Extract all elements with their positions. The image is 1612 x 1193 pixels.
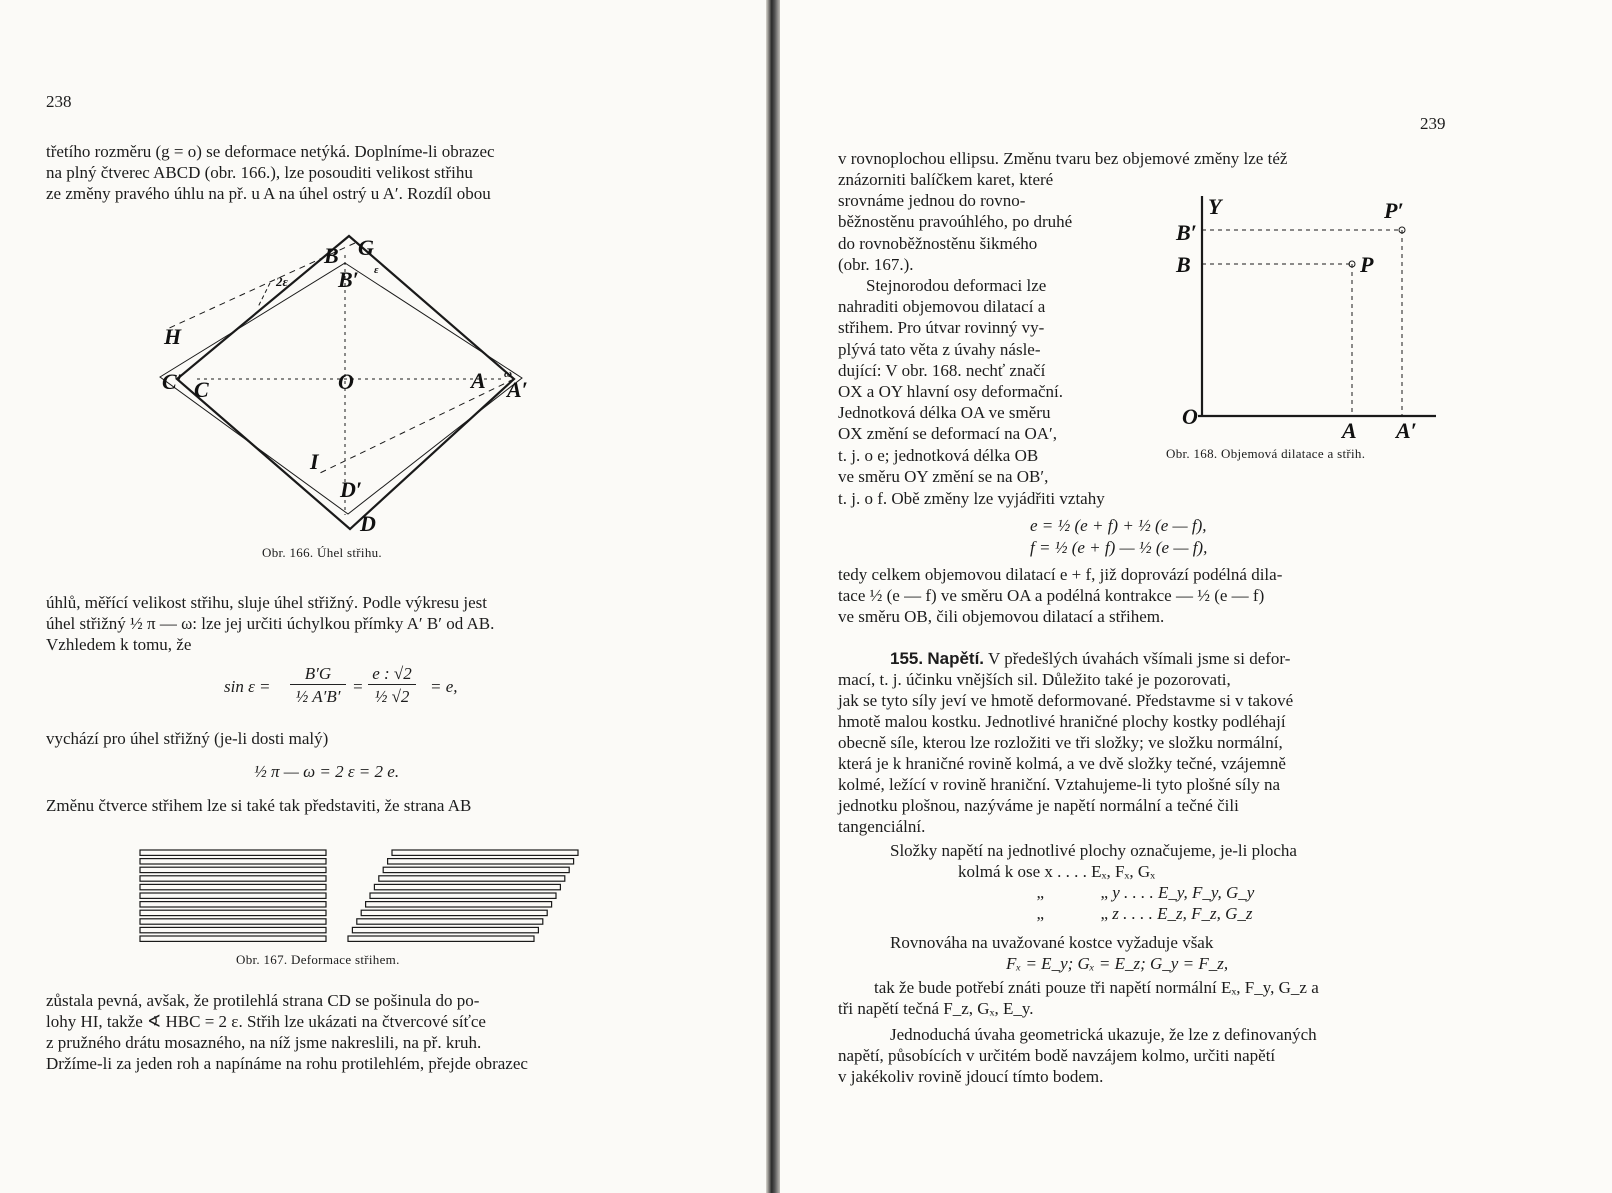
plate	[140, 910, 326, 915]
plate-sheared	[388, 859, 574, 864]
plate-sheared	[361, 910, 547, 915]
caption-fig168: Obr. 168. Objemová dilatace a střih.	[1166, 446, 1366, 461]
plate-sheared	[374, 884, 560, 889]
plate	[140, 884, 326, 889]
paragraph-shear-angle: úhlů, měřící velikost střihu, sluje úhel střižný. Podle výkresu jest úhel střižný ½ π — ω: lze jej určiti úchylkou přímky A′ B′ od AB. Vzhledem k tomu, že	[46, 593, 495, 654]
label-C: C	[194, 377, 209, 402]
label-D-prime: D′	[340, 477, 363, 502]
label-P: P	[1360, 252, 1374, 277]
equation-equilibrium: Fₓ = E_y; Gₓ = E_z; G_y = F_z,	[1006, 954, 1229, 973]
paragraph-last: Jednoduchá úvaha geometrická ukazuje, že lze z definovaných napětí, působících v určitém bodě navzájem kolmo, určiti napětí v jakékoliv rovině jdoucí tímto bodem.	[838, 1025, 1317, 1086]
plate-sheared	[366, 902, 552, 907]
plate-sheared	[370, 893, 556, 898]
label-P-prime: P′	[1384, 198, 1404, 223]
plate-sheared	[357, 919, 543, 924]
label-H: H	[164, 324, 182, 349]
page-number: 239	[1420, 114, 1446, 133]
right-page	[780, 0, 1612, 1193]
plate-sheared	[379, 876, 565, 881]
label-O: O	[338, 369, 354, 394]
label-A: A	[1342, 418, 1357, 443]
plate	[140, 893, 326, 898]
left-page	[0, 0, 770, 1193]
paragraph-slozky: Složky napětí na jednotlivé plochy označujeme, je-li plocha kolmá k ose x . . . . Eₓ, Fₓ, Gₓ	[890, 841, 1297, 881]
plate-sheared	[383, 867, 569, 872]
section-number: 155.	[890, 649, 924, 668]
label-B-prime: B′	[1176, 220, 1197, 245]
label-eps: ε	[374, 264, 379, 276]
plate	[140, 927, 326, 932]
page-number: 238	[46, 92, 72, 111]
section-155: 155. Napětí. V předešlých úvahách všímali jsme si defor- mací, t. j. účinku vnějších sil. Důležito také je pozorovati, jak se tyto síly jeví ve hmotě deformované. Představme si v takové hmotě malou kostku. Jednotlivé hraničné plochy kostky podléhají obecně síle, kterou lze rozložiti ve tři složky; ve složku normální, která je k hraničné rovině kolmá, a ve dvě složky tečné, vzájemně kolmé, ležící v rovině hraniční. Vztahujeme-li tyto plošné síly na jednotku plošnou, nazýváme je napětí normální a tečné čili tangenciální.	[838, 649, 1294, 836]
caption-fig166: Obr. 166. Úhel střihu.	[262, 545, 382, 560]
paragraph-tedy: tedy celkem objemovou dilatací e + f, již doprovází podélná dila- tace ½ (e — f) ve směru OA a podélná kontrakce — ½ (e — f) ve směru OB, čili objemovou dilatací a střihem.	[838, 565, 1283, 626]
plate	[140, 936, 326, 941]
label-omega: ω	[504, 368, 512, 380]
label-B: B	[1176, 252, 1191, 277]
label-A-prime: A′	[1396, 418, 1417, 443]
figure-167	[138, 846, 578, 956]
paragraph-hi: zůstala pevná, avšak, že protilehlá strana CD se pošinula do po- lohy HI, takže ∢ HBC = 2 ε. Střih lze ukázati na čtvercové síťce z pružného drátu mosazného, na níž jsme nakreslili, na př. kruh. Držíme-li za jeden roh a napínáme na rohu protilehlém, přejde obrazec	[46, 991, 528, 1073]
plate-sheared	[392, 850, 578, 855]
plate	[140, 867, 326, 872]
equation-shear: ½ π — ω = 2 ε = 2 e.	[254, 762, 400, 781]
line-rovnovaha: Rovnováha na uvažované kostce vyžaduje však	[890, 933, 1214, 952]
label-B: B	[324, 243, 339, 268]
stress-row-y: „ „ y . . . . E_y, F_y, G_y	[1036, 883, 1255, 902]
stress-row-z: „ „ z . . . . E_z, F_z, G_z	[1036, 904, 1253, 923]
figure-166	[140, 215, 740, 545]
label-A: A	[471, 368, 486, 393]
paragraph-takze: tak že bude potřebí znáti pouze tři napětí normální Eₓ, F_y, G_z a tři napětí tečná F_z, Gₓ, E_y.	[838, 978, 1319, 1018]
line-tj-of: t. j. o f. Obě změny lze vyjádřiti vztahy	[838, 489, 1105, 508]
label-O: O	[1182, 404, 1198, 429]
plate	[140, 919, 326, 924]
label-I: I	[310, 449, 319, 474]
plate	[140, 850, 326, 855]
equation-f: f = ½ (e + f) — ½ (e — f),	[1030, 538, 1208, 557]
section-title: Napětí.	[927, 649, 985, 668]
paragraph-cards: znázorniti balíčkem karet, které srovnáme jednou do rovno- běžnostěnu pravoúhlého, po druhé do rovnoběžnostěnu šikmého (obr. 167.). Stejnorodou deformaci lze nahraditi objemovou dilatací a střihem. Pro útvar rovinný vy- plývá tato věta z úvahy násle- dující: V obr. 168. nechť značí OX a OY hlavní osy deformační. Jednotková délka OA ve směru OX změní se deformací na OA′, t. j. o e; jednotková délka OB ve směru OY změní se na OB′,	[838, 170, 1073, 486]
equation-e: e = ½ (e + f) + ½ (e — f),	[1030, 516, 1207, 535]
label-Y: Y	[1208, 194, 1222, 219]
label-D: D	[360, 511, 376, 536]
label-B-prime: B′	[338, 267, 359, 292]
stress-table	[838, 882, 1450, 924]
plate	[140, 902, 326, 907]
paragraph-intro: třetího rozměru (g = o) se deformace netýká. Doplníme-li obrazec na plný čtverec ABCD (obr. 166.), lze posouditi velikost střihu ze změny pravého úhlu na př. u A na úhel ostrý u A′. Rozdíl obou	[46, 142, 495, 203]
label-C-prime: C′	[162, 369, 183, 394]
caption-fig167: Obr. 167. Deformace střihem.	[236, 952, 400, 967]
paragraph-side-ab: Změnu čtverce střihem lze si také tak představiti, že strana AB	[46, 796, 472, 815]
paragraph-small-angle: vychází pro úhel střižný (je-li dosti malý)	[46, 729, 329, 748]
plates-sheared	[348, 850, 578, 941]
plate-sheared	[348, 936, 534, 941]
plates-rectangular	[140, 850, 326, 941]
plate-sheared	[352, 927, 538, 932]
line-ellipse: v rovnoplochou ellipsu. Změnu tvaru bez objemové změny lze též	[838, 149, 1288, 168]
figure-168	[1168, 186, 1458, 446]
plate	[140, 859, 326, 864]
label-G: G	[358, 235, 374, 260]
equation-sin-eps: sin ε = B′G ½ A′B′ = e : √2 ½ √2 = e,	[224, 664, 458, 706]
plate	[140, 876, 326, 881]
label-2eps: 2ε	[276, 274, 288, 289]
label-A-prime: A′	[507, 377, 528, 402]
